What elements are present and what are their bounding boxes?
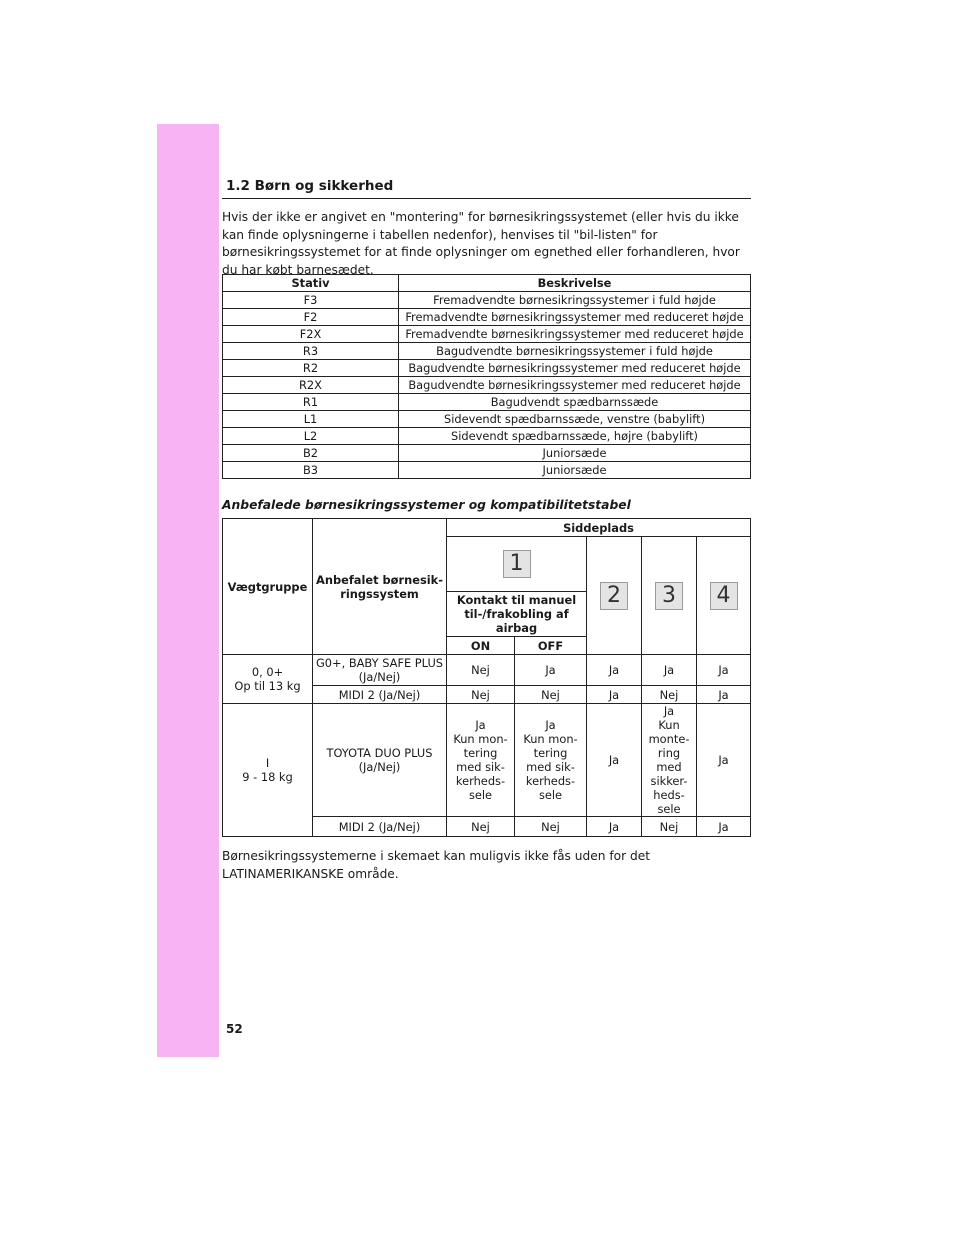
table-row xyxy=(223,377,751,394)
compat-cell: Nej xyxy=(642,686,697,704)
compat-cell: Ja xyxy=(587,686,642,704)
col-header-seat-position: Siddeplads xyxy=(447,519,751,537)
table-row xyxy=(223,360,751,377)
table-row xyxy=(223,445,751,462)
compat-header-row xyxy=(223,519,751,537)
compat-cell: Ja xyxy=(587,817,642,837)
stand-description: Fremadvendte børnesikringssystemer i fuld højde xyxy=(399,292,751,309)
stand-description: Bagudvendte børnesikringssystemer med reduceret højde xyxy=(399,377,751,394)
compat-table xyxy=(222,518,751,837)
compat-cell: Nej xyxy=(642,817,697,837)
stand-description: Bagudvendte børnesikringssystemer i fuld højde xyxy=(399,343,751,360)
seat-3-cell xyxy=(642,537,697,655)
stand-code: R1 xyxy=(223,394,399,411)
recommended-system-cell: MIDI 2 (Ja/Nej) xyxy=(313,686,447,704)
compat-cell: Ja xyxy=(697,817,751,837)
table-row xyxy=(223,428,751,445)
weight-group-cell: 0, 0+ Op til 13 kg xyxy=(223,655,313,704)
airbag-contact-header: Kontakt til manuel til-/frakobling af airbag xyxy=(447,592,587,637)
table-row xyxy=(223,326,751,343)
stand-code: L2 xyxy=(223,428,399,445)
col-header-recommended-system: Anbefalet børnesik-ringssystem xyxy=(313,519,447,655)
table-row xyxy=(223,394,751,411)
table-row xyxy=(223,309,751,326)
stand-description: Sidevendt spædbarnssæde, højre (babylift) xyxy=(399,428,751,445)
recommended-system-cell: G0+, BABY SAFE PLUS (Ja/Nej) xyxy=(313,655,447,686)
airbag-on-header: ON xyxy=(447,637,515,655)
table-row xyxy=(223,704,751,817)
compat-cell: Ja xyxy=(697,704,751,817)
table-row xyxy=(223,411,751,428)
compat-cell: Nej xyxy=(515,817,587,837)
recommended-system-cell: TOYOTA DUO PLUS (Ja/Nej) xyxy=(313,704,447,817)
stand-code: B3 xyxy=(223,462,399,479)
stand-description: Bagudvendt spædbarnssæde xyxy=(399,394,751,411)
compat-cell: Nej xyxy=(515,686,587,704)
stand-description: Fremadvendte børnesikringssystemer med reduceret højde xyxy=(399,309,751,326)
stand-code: R2 xyxy=(223,360,399,377)
seat-4-icon: 4 xyxy=(710,582,738,610)
stand-description: Fremadvendte børnesikringssystemer med reduceret højde xyxy=(399,326,751,343)
compat-cell: Ja xyxy=(642,655,697,686)
table-row xyxy=(223,655,751,686)
table-row xyxy=(223,343,751,360)
compat-cell: Ja Kun mon- tering med sik- kerheds- sele xyxy=(515,704,587,817)
stand-code: R3 xyxy=(223,343,399,360)
compat-cell: Nej xyxy=(447,817,515,837)
stand-code: L1 xyxy=(223,411,399,428)
airbag-off-header: OFF xyxy=(515,637,587,655)
seat-2-icon: 2 xyxy=(600,582,628,610)
recommended-system-cell: MIDI 2 (Ja/Nej) xyxy=(313,817,447,837)
stand-description: Juniorsæde xyxy=(399,462,751,479)
stand-code: B2 xyxy=(223,445,399,462)
seat-2-cell xyxy=(587,537,642,655)
compat-cell: Nej xyxy=(447,686,515,704)
compat-cell: Ja xyxy=(587,704,642,817)
seat-1-icon: 1 xyxy=(503,550,531,578)
compat-cell: Ja xyxy=(697,655,751,686)
compat-cell: Ja Kun mon- tering med sik- kerheds- sele xyxy=(447,704,515,817)
section-title: 1.2 Børn og sikkerhed xyxy=(226,178,394,194)
page-number: 52 xyxy=(226,1022,243,1036)
table-row xyxy=(223,292,751,309)
compat-cell: Ja xyxy=(515,655,587,686)
stand-code: F2 xyxy=(223,309,399,326)
seat-3-icon: 3 xyxy=(655,582,683,610)
stand-description: Bagudvendte børnesikringssystemer med reduceret højde xyxy=(399,360,751,377)
compat-cell: Ja xyxy=(587,655,642,686)
footer-note: Børnesikringssystemerne i skemaet kan muligvis ikke fås uden for det LATINAMERIKANSKE område. xyxy=(222,849,650,881)
table-row xyxy=(223,462,751,479)
compat-cell: Ja xyxy=(697,686,751,704)
compat-table-title: Anbefalede børnesikringssystemer og kompatibilitetstabel xyxy=(222,498,631,512)
stand-description: Juniorsæde xyxy=(399,445,751,462)
seat-4-cell xyxy=(697,537,751,655)
seat-1-cell xyxy=(447,537,587,592)
stand-code: F2X xyxy=(223,326,399,343)
stand-description: Sidevendt spædbarnssæde, venstre (babylift) xyxy=(399,411,751,428)
stand-table xyxy=(222,274,751,479)
weight-group-cell: I 9 - 18 kg xyxy=(223,704,313,837)
table-header-row xyxy=(223,275,751,292)
col-header-description: Beskrivelse xyxy=(399,275,751,292)
col-header-stand: Stativ xyxy=(223,275,399,292)
col-header-weight-group: Vægtgruppe xyxy=(223,519,313,655)
stand-code: R2X xyxy=(223,377,399,394)
compat-cell: Ja Kun monte- ring med sikker- heds- sele xyxy=(642,704,697,817)
stand-code: F3 xyxy=(223,292,399,309)
chapter-sidebar-tab xyxy=(157,124,219,1057)
section-divider xyxy=(222,198,751,199)
compat-cell: Nej xyxy=(447,655,515,686)
intro-paragraph: Hvis der ikke er angivet en "montering" for børnesikringssystemet (eller hvis du ikke kan finde oplysningerne i tabellen nedenfor), henvises til "bil-listen" for børnesikringssystemet for at finde oplysninger om egnethed eller forhandleren, hvor du har købt barnesædet. xyxy=(222,210,740,277)
